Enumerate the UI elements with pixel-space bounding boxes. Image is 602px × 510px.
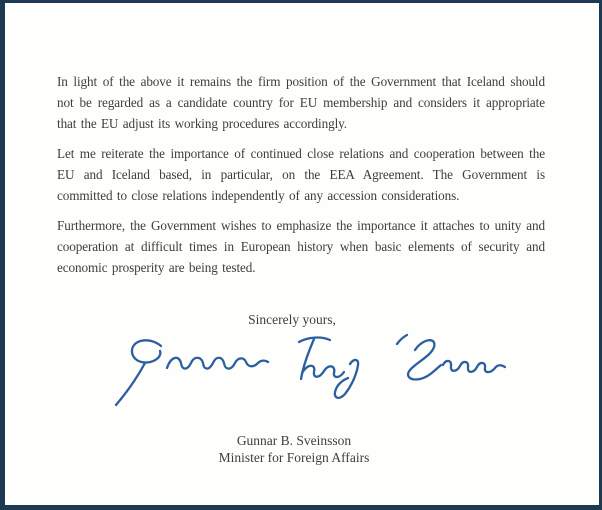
signature-strokes xyxy=(116,335,505,405)
handwritten-signature xyxy=(107,332,507,410)
closing-salutation: Sincerely yours, xyxy=(248,312,336,327)
letter-page xyxy=(5,3,599,505)
paragraph-eea-relations: Let me reiterate the importance of continued close relations and cooperation between the EU and Iceland based, in particular, on the EEA Agreement. The Government is committed to close relations independently of any accession considerations. xyxy=(57,146,545,203)
signatory-name: Gunnar B. Sveinsson xyxy=(236,433,352,448)
paragraph-position-statement: In light of the above it remains the firm position of the Government that Iceland should not be regarded as a candidate country for EU membership and considers it appropriate that the EU adjust its working procedures accordingly. xyxy=(57,74,545,131)
paragraph-unity-cooperation: Furthermore, the Government wishes to emphasize the importance it attaches to unity and cooperation at difficult times in European history when basic elements of security and economic prosperity are being tested. xyxy=(57,218,545,275)
signatory-title: Minister for Foreign Affairs xyxy=(218,449,370,465)
signatory-block xyxy=(50,433,538,466)
signature-area xyxy=(57,332,545,415)
